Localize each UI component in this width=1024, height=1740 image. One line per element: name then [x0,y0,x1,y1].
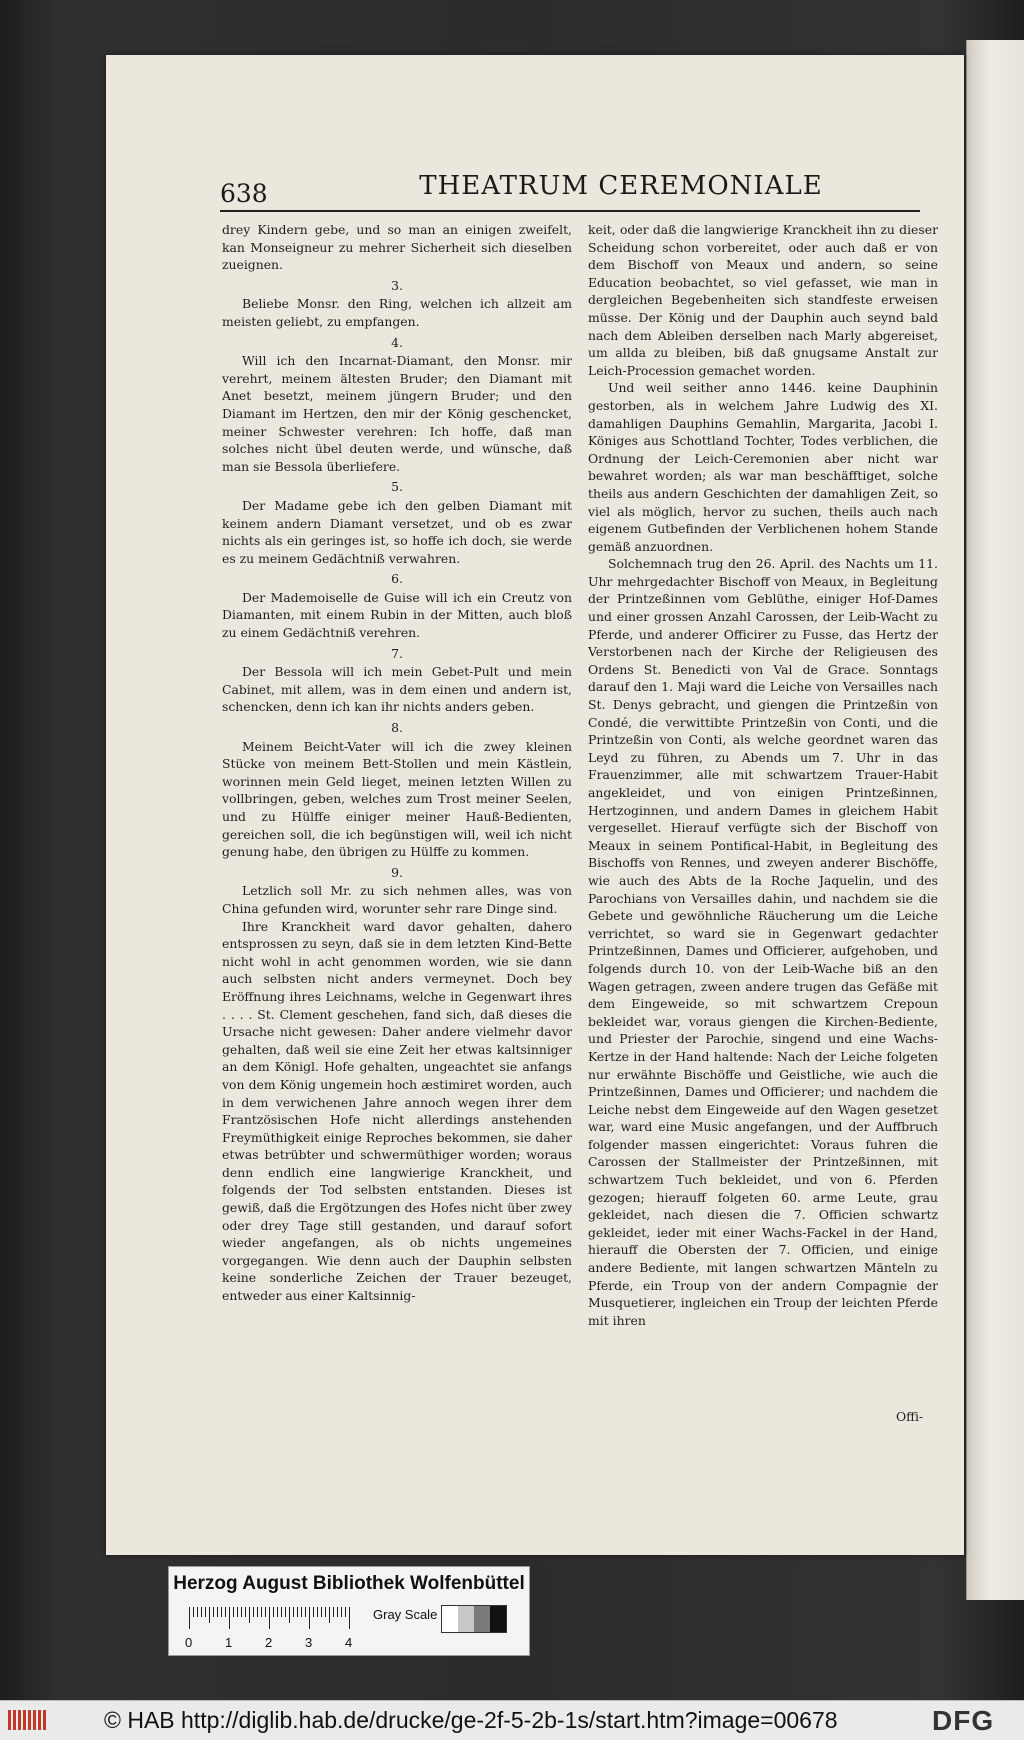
ruler-tick [261,1607,262,1617]
paragraph: Der Madame gebe ich den gelben Diamant mit keinem andern Diamant versetzet, und ob es zwar nichts als ein geringes ist, so hoffe ich doch, sie werde es zu meinem Gedächtniß verwahren. [222,497,572,566]
section-number: 6. [391,571,403,587]
ruler-tick [225,1607,226,1617]
ruler-tick [221,1607,222,1617]
ruler-tick [289,1607,290,1623]
ruler-tick [237,1607,238,1617]
paragraph: Der Mademoiselle de Guise will ich ein Creutz von Diamanten, mit einem Rubin in der Mitten, auch bloß zu einem Gedächtniß verehren. [222,589,572,641]
section-number: 4. [391,334,403,350]
ruler-tick [245,1607,246,1617]
page-number: 638 [220,179,268,208]
paragraph: Der Bessola will ich mein Gebet-Pult und mein Cabinet, mit allem, was in dem einen und andern ist, schencken, denn ich kan ihr nichts anders geben. [222,664,572,715]
ruler-tick [349,1607,350,1629]
paragraph: Solchemnach trug den 26. April. des Nachts um 11. Uhr mehrgedachter Bischoff von Meaux, in Begleitung der Printzeßinnen vom Geblüthe, einiger Hof-Dames und einer grossen Anzahl Carossen, der Leib-Wacht zu Pferde, und anderer Officirer zu Fusse, das Hertz der Verstorbenen nach der Kirche der Religieusen des Ordens St. Benedicti von Val de Grace. Sonntags darauf den 1. Maji ward die Leiche von Versailles nach St. Denys gebracht, und giengen die Printzeßin von Condé, die verwittibte Printzeßin von Conti, und die Printzeßin von Conti, als welche geordnet waren das Leyd zu führen, zu Abends um 7. Uhr in das Frauenzimmer, alle mit schwartzem Trauer-Habit angekleidet, und von einigen Printzeßinnen, Hertzoginnen, und andern Dames in gleichem Habit vergesellet. Hierauf verfügte sich der Bischoff von Meaux in seinem Pontifical-Habit, in Begleitung des Bischoffs von Rennes, und zweyen anderer Bischöffe, wie auch des Abts de la Roche Jaquelin, und des Parochians von Versailles dahin, und nachdem sie die Gebete und gewöhnliche Räucherung um die Leiche verrichtet, so ward sie in Gegenwart gedachter Printzeßinnen, Dames und Officierer, aufgehoben, und folgends durch 10. von der Leib-Wache biß an den Wagen getragen, zween andere trugen das Gefäße mit dem Eingeweide, so mit schwartzem Crepoun bekleidet war, voraus giengen die Kirchen-Bediente, und Priester der Parochie, singend und eine Wachs-Kertze in der Hand haltende: Nach der Leiche folgeten nur erwähnte Bischöffe und Geistliche, wie auch die Printzeßinnen, Dames und Officierer; und nachdem die Leiche nebst dem Eingeweide auf den Wagen gesetzet war, ward eine Music angefangen, und der Auffbruch folgender massen eingerichtet: Voraus fuhren die Carossen der Stallmeister der Printzeßinnen, mit schwartzem Tuch bekleidet, und von 6. Pferden gezogen; hierauff folgeten 60. arme Leute, grau gekleidet, nach diesen die 7. Officien schwartz gekleidet, ieder mit einer Wachs-Fackel in der Hand, hierauff die Obersten der 7. Officien, und einige andere Bediente, mit langen schwartzen Mänteln zu Pferde, ein Troup von der andern Compagnie der Musquetierer, ingleichen ein Troup der leichten Pferde mit ihren [588,556,938,1328]
ruler-tick [213,1607,214,1617]
ruler-number: 2 [265,1635,273,1650]
section-number: 9. [391,864,403,880]
ruler-tick [333,1607,334,1617]
ruler-tick [325,1607,326,1617]
ruler-tick [313,1607,314,1617]
ruler-tick [209,1607,210,1623]
scale-ruler [185,1607,353,1650]
ruler-number: 3 [305,1635,313,1650]
ruler-tick [293,1607,294,1617]
running-title: THEATRUM CEREMONIALE [419,171,823,201]
ruler-tick [229,1607,230,1629]
ruler-tick [337,1607,338,1617]
ruler-tick [309,1607,310,1629]
paragraph: Ihre Kranckheit ward davor gehalten, dahero entsprossen zu seyn, daß sie in dem letzten Kind-Bette nicht wohl in acht genommen worden, wie sie dann auch selbsten nicht anders vermeynet. Doch bey Eröffnung ihres Leichnams, welche in Gegenwart ihres . . . . St. Clement geschehen, fand sich, daß dieses die Ursache nicht gewesen: Daher andere vielmehr davor gehalten, daß weil sie eine Zeit her etwas kaltsinniger an dem Königl. Hofe gehalten, ungeachtet sie anfangs von dem König ungemein hoch æstimiret worden, auch in dem verwichenen Jahre annoch wegen ihrer dem Frantzösischen Hofe nicht allerdings anstehenden Freymüthigkeit einige Reproches bekommen, sie daher etwas betrübter und schwermüthiger worden; woraus denn endlich eine langwierige Kranckheit, und folgends der Tod selbsten entstanden. Dieses ist gewiß, daß die Ergötzungen des Hofes nicht über zwey oder drey Tage still gestanden, und darauf sofort wieder angefangen, als ob nichts ungemeines vorgegangen. Wie denn auch der Dauphin selbsten keine sonderliche Zeichen der Trauer bezeuget, entweder aus einer Kaltsinnig- [222,918,572,1304]
ruler-tick [281,1607,282,1617]
paragraph: drey Kindern gebe, und so man an einigen zweifelt, kan Monseigneur zu mehrer Sicherheit sich dieselben zueignen. [222,222,572,273]
ruler-tick [269,1607,270,1629]
book-page [106,55,964,1555]
paragraph: Beliebe Monsr. den Ring, welchen ich allzeit am meisten geliebt, zu empfangen. [222,296,572,329]
paragraph: Will ich den Incarnat-Diamant, den Monsr. mir verehrt, meinem ältesten Bruder; den Diamant mit Anet besetzt, meinem jüngern Bruder; und den Diamant im Hertzen, den mir der König geschencket, meiner Schwester verehren: Ich hoffe, daß man solches nicht übel deuten werde, und wünsche, daß man sie Bessola überliefere. [222,353,572,474]
ruler-tick [305,1607,306,1617]
catchword: Offi- [896,1409,924,1424]
paragraph: keit, oder daß die langwierige Kranckheit ihn zu dieser Scheidung schon vorbereitet, oder auch daß er von dem Bischoff von Meaux und andern, so seine Education beobachtet, so viel gefasset, wie man in dergleichen Begebenheiten sich standfeste erweisen müsse. Der König und der Dauphin auch seynd bald nach dem Ableiben derselben nach Marly abgereiset, um allda zu bleiben, biß daß gnugsame Anstalt zur Leich-Procession gemachet worden. [588,222,938,378]
hab-logo-icon [6,1706,50,1734]
left-column [222,221,572,1451]
section-number: 7. [391,645,403,661]
paragraph: Und weil seither anno 1446. keine Dauphinin gestorben, als in welchem Jahre Ludwig des XI. damahligen Dauphins Gemahlin, Margarita, Jacobi I. Königes aus Schottland Tochter, Todes verblichen, die Ordnung der Leich-Ceremonien aber nicht war bewahret worden; als war man beschäfftiget, solche theils aus andern Geschichten der damahligen Zeit, so viel als möglich, hervor zu suchen, theils auch nach eigenem Gutbefinden der Verblichenen hohem Stande gemäß anzuordnen. [588,380,938,554]
section-number: 8. [391,720,403,736]
ruler-number: 4 [345,1635,353,1650]
ruler-tick [249,1607,250,1623]
citation-link[interactable]: © HAB http://diglib.hab.de/drucke/ge-2f-5-2b-1s/start.htm?image=00678 [104,1707,838,1733]
library-label-card [168,1566,530,1656]
section-number: 3. [391,277,403,293]
ruler-tick [217,1607,218,1617]
header-rule [220,210,920,212]
ruler-tick [273,1607,274,1617]
ruler-tick [205,1607,206,1617]
section-number: 5. [391,479,403,495]
paragraph: Letzlich soll Mr. zu sich nehmen alles, was von China gefunden wird, worunter sehr rare Dinge sind. [222,883,572,916]
ruler-tick [297,1607,298,1617]
ruler-tick [345,1607,346,1617]
viewer-footer [0,1700,1024,1740]
ruler-tick [253,1607,254,1617]
ruler-tick [189,1607,190,1629]
ruler-number: 1 [225,1635,233,1650]
next-page-edge [966,40,1024,1600]
ruler-tick [321,1607,322,1617]
ruler-tick [301,1607,302,1617]
ruler-number: 0 [185,1635,193,1650]
ruler-tick [285,1607,286,1617]
ruler-tick [241,1607,242,1617]
ruler-tick [317,1607,318,1617]
dfg-logo: DFG [932,1705,995,1736]
ruler-tick [257,1607,258,1617]
paragraph: Meinem Beicht-Vater will ich die zwey kleinen Stücke von meinem Bett-Stollen und mein Kästlein, worinnen mein Geld lieget, meinen letzten Willen zu vollbringen, geben, welches zum Trost meiner Seelen, und zu Hülffe einiger meiner Hauß-Bedienten, gereichen soll, die ich begünstigen will, weil ich nicht genung habe, den übrigen zu Hülffe zu kommen. [222,738,572,860]
ruler-tick [341,1607,342,1617]
gray-scale-swatch [441,1605,507,1633]
right-column [588,221,938,1381]
library-name: Herzog August Bibliothek Wolfenbüttel [173,1573,525,1594]
ruler-tick [193,1607,194,1617]
ruler-tick [265,1607,266,1617]
ruler-tick [233,1607,234,1617]
ruler-tick [201,1607,202,1617]
gray-scale-label: Gray Scale [373,1607,438,1622]
ruler-tick [197,1607,198,1617]
ruler-tick [329,1607,330,1623]
ruler-tick [277,1607,278,1617]
